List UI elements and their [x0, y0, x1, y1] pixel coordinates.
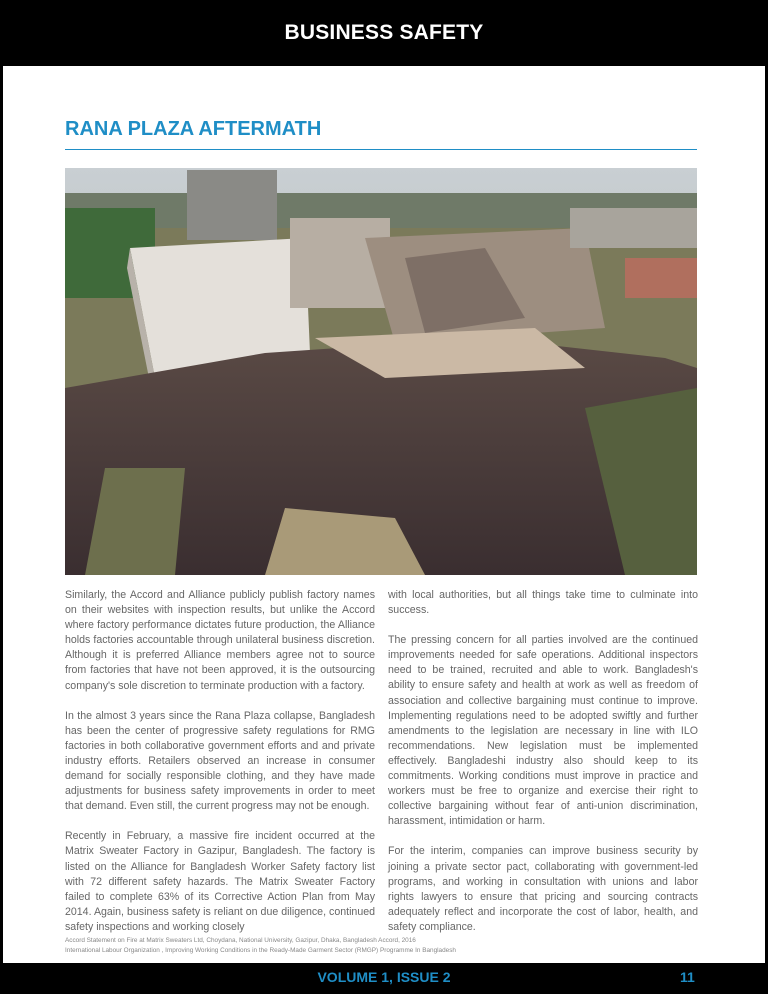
- paragraph: Recently in February, a massive fire incident occurred at the Matrix Sweater Factory in Gazipur, Bangladesh. The factory is listed on the Alliance for Bangladesh Worker Safety factory list with 72 different safety hazards. The Matrix Sweater Factory failed to complete 63% of its Corrective Action Plan from May 2014. Again, business safety is reliant on due diligence, continued safety inspections and working closely: [65, 830, 375, 933]
- right-column: [388, 588, 698, 950]
- references: [65, 936, 456, 956]
- article-photo: [65, 168, 697, 575]
- paragraph: with local authorities, but all things take time to culminate into success.: [388, 589, 698, 617]
- paragraph: The pressing concern for all parties involved are the continued improvements needed for safe operations. Additional inspectors need to be trained, recruited and able to work. Bangladesh's ability to ensure safety and health at work as well as freedom of association and collective bargaining must continue to improve. Implementing regulations need to be adopted swiftly and further amendments to the legislation are necessary in line with ILO recommendations. New legislation must be implemented effectively. Bangladeshi industry also should keep to its commitments. Working conditions must improve in practice and workers must be free to organize and exercise their right to collective bargaining without fear of anti-union discrimination, harassment, intimidation or harm.: [388, 634, 698, 828]
- section-header: [0, 0, 768, 66]
- title-divider: [65, 149, 697, 150]
- page: [3, 66, 765, 963]
- paragraph: For the interim, companies can improve business security by joining a private sector pact, collaborating with government-led programs, and working in consultation with unions and labor rights lawyers to ensure that pricing and sourcing contracts adequately reflect and incorporate the cost of labor, health, and safety compliance.: [388, 845, 698, 933]
- article-title: RANA PLAZA AFTERMATH: [65, 118, 322, 140]
- section-title: BUSINESS SAFETY: [284, 21, 484, 44]
- reference: Accord Statement on Fire at Matrix Sweaters Ltd, Choydana, National University, Gazipur, Dhaka, Bangladesh Accord, 2016: [65, 937, 416, 944]
- reference: International Labour Organization , Improving Working Conditions in the Ready-Made Garment Sector (RMGP) Programme In Bangladesh: [65, 947, 456, 954]
- volume-issue: VOLUME 1, ISSUE 2: [317, 969, 451, 985]
- page-number: 11: [680, 969, 695, 985]
- footer: [0, 963, 768, 994]
- left-column: [65, 588, 375, 950]
- paragraph: In the almost 3 years since the Rana Plaza collapse, Bangladesh has been the center of progressive safety regulations for RMG factories in both collaborative government efforts and and private industry efforts. Retailers observed an increase in consumer demand for socially responsible clothing, and they have made adjustments for business safety improvements in order to meet that demand. Even still, the current progress may not be enough.: [65, 709, 375, 813]
- paragraph: Similarly, the Accord and Alliance publicly publish factory names on their websites with inspection results, but unlike the Accord where factory performance dictates future production, the Alliance holds factories accountable through unilateral business discretion. Although it is preferred Alliance members agree not to source from factories that have not been approved, it is the outsourcing company's sole discretion to terminate production with a factory.: [65, 589, 375, 692]
